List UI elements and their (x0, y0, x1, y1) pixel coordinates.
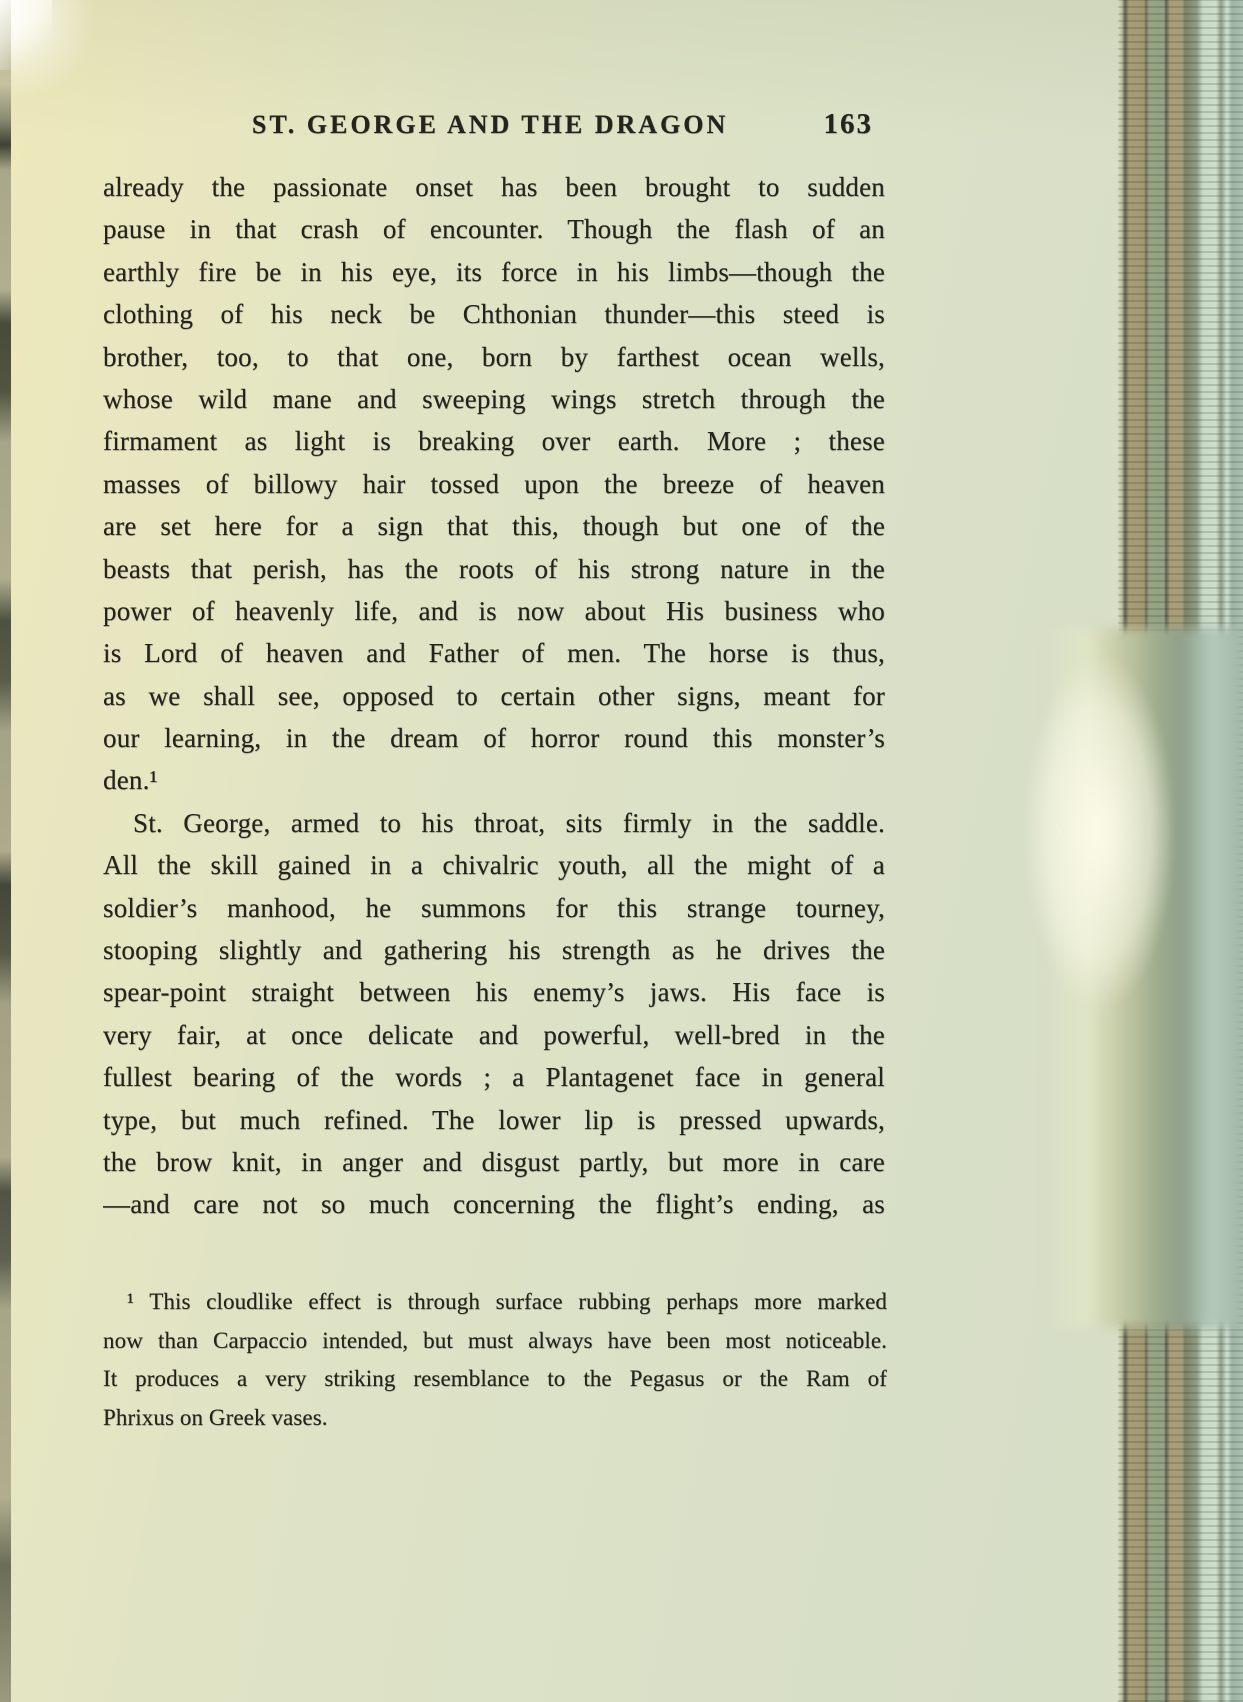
text-line: soldier’s manhood, he summons for this strange tourney, (103, 892, 885, 923)
text-line: as we shall see, opposed to certain other signs, meant for (103, 680, 885, 711)
page-number: 163 (823, 108, 873, 140)
text-line: whose wild mane and sweeping wings stretch through the (103, 383, 885, 414)
text-line: brother, too, to that one, born by farthest ocean wells, (103, 341, 885, 372)
text-line: den.¹ (103, 765, 158, 796)
text-line: ¹ This cloudlike effect is through surface rubbing perhaps more marked (127, 1289, 887, 1314)
paragraph-continued (103, 166, 885, 802)
text-line: beasts that perish, has the roots of his strong nature in the (103, 553, 885, 584)
text-line: pause in that crash of encounter. Though the flash of an (103, 214, 885, 245)
text-line: St. George, armed to his throat, sits firmly in the saddle. (133, 807, 885, 838)
text-line: Phrixus on Greek vases. (103, 1404, 328, 1430)
footnote (103, 1283, 887, 1437)
text-line: —and care not so much concerning the flight’s ending, as (103, 1189, 885, 1220)
text-line: now than Carpaccio intended, but must always have been most noticeable. (103, 1327, 887, 1353)
body-text (103, 166, 885, 1226)
camera-glare (995, 630, 1185, 1080)
text-line: fullest bearing of the words ; a Plantagenet face in general (103, 1062, 885, 1093)
text-line: our learning, in the dream of horror round this monster’s (103, 723, 885, 754)
text-line: power of heavenly life, and is now about His business who (103, 595, 885, 626)
text-line: earthly fire be in his eye, its force in his limbs—though the (103, 256, 885, 287)
text-line: already the passionate onset has been brought to sudden (103, 172, 885, 202)
text-line: It produces a very striking resemblance to the Pegasus or the Ram of (103, 1366, 887, 1391)
text-line: is Lord of heaven and Father of men. The horse is thus, (103, 638, 885, 669)
text-line: spear-point straight between his enemy’s jaws. His face is (103, 977, 885, 1008)
text-line: stooping slightly and gathering his strength as he drives the (103, 935, 885, 966)
text-line: masses of billowy hair tossed upon the breeze of heaven (103, 468, 885, 499)
text-line: the brow knit, in anger and disgust partly, but more in care (103, 1146, 885, 1177)
running-head (103, 108, 885, 148)
text-line: are set here for a sign that this, though but one of the (103, 511, 885, 542)
text-line: very fair, at once delicate and powerful, well-bred in the (103, 1019, 885, 1050)
text-line: All the skill gained in a chivalric youth, all the might of a (103, 850, 885, 881)
text-line: type, but much refined. The lower lip is pressed upwards, (103, 1104, 885, 1135)
chapter-title: ST. GEORGE AND THE DRAGON (251, 110, 729, 139)
page-gutter-shadow (0, 0, 11, 1702)
corner-highlight (0, 0, 52, 70)
paragraph-st-george (103, 802, 885, 1226)
text-line: clothing of his neck be Chthonian thunder—this steed is (103, 299, 885, 330)
text-line: firmament as light is breaking over earth. More ; these (103, 426, 885, 457)
